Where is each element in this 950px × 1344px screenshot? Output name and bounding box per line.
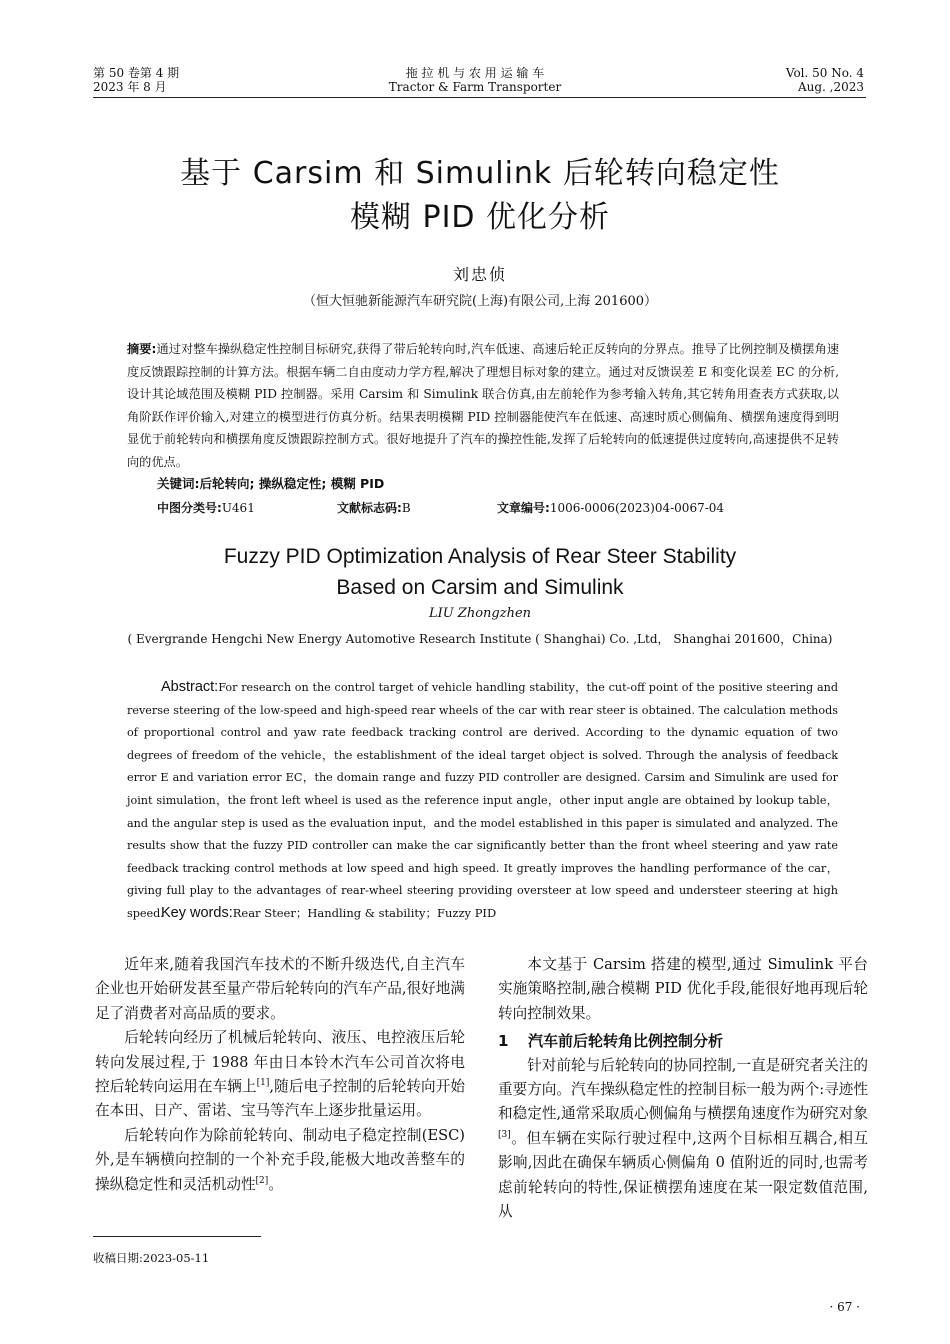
abstract-en-label: Abstract: [161,679,219,695]
title-cn [0,152,950,240]
author-cn: 刘忠侦 [452,265,507,284]
body-text: ,随后电子控制的后轮转向开始在本田、日产、雷诺、宝马等汽车上逐步批量运用。 [95,1078,465,1120]
author-en: LIU Zhongzhen [428,606,532,621]
body-paragraph: 近年来,随着我国汽车技术的不断升级迭代,自主汽车企业也开始研发甚至量产带后轮转向的汽车产品,很好地满足了消费者对高品质的要求。 [95,956,465,1022]
header-right [786,66,864,94]
citation-ref: [2] [255,1175,269,1186]
date-cn: 2023 年 8 月 [93,80,167,94]
body-paragraph [498,1054,868,1225]
doc-code-value: B [401,501,411,515]
section-number: 1 [498,1032,509,1051]
body-text: 后轮转向作为除前轮转向、制动电子稳定控制(ESC)外,是车辆横向控制的一个补充手段,能极大地改善整车的操纵稳定性和灵活机动性 [95,1126,465,1193]
citation-ref: [1] [256,1078,270,1089]
title-cn-line-2: 模糊 PID 优化分析 [349,200,611,235]
date-en: Aug. ,2023 [797,80,864,94]
keywords-cn-label: 关键词: [157,476,200,491]
abstract-en-text: For research on the control target of vehicle handling stability，the cut-off point of the positive steering and reverse steering of the low-speed and high-speed rear wheels of the car with rear steer is obtained. The calculation methods of proportional control and yaw rate feedback tracking control are derived. According to the dynamic equation of two degrees of freedom of the vehicle，the establishment of the ideal target object is solved. Through the analysis of feedback error E and variation error EC，the domain range and fuzzy PID controller are designed. Carsim and Simulink are used for joint simulation，the front left wheel is used as the reference input angle，other input angle are obtained by lookup table，and the angular step is used as the evaluation input，and the model established in this paper is simulated and analyzed. The results show that the fuzzy PID controller can make the car significantly better than the front wheel steering and yaw rate feedback tracking control methods at low speed and high speed. It greatly improves the handling performance of the car，giving full play to the advantages of rear-wheel steering providing oversteer at low speed and understeer steering at high speed. [127,681,838,920]
body-paragraph [95,1026,465,1124]
received-date-footnote: 收稿日期:2023-05-11 [93,1251,210,1265]
clc-label: 中图分类号: [157,501,222,515]
title-en [0,541,950,603]
body-text: 。但车辆在实际行驶过程中,这两个目标相互耦合,相互影响,因此在确保车辆质心侧偏角 0 值附近的同时,也需考虑前轮转向的特性,保证横摆角速度在某一限定数值范围,从 [498,1129,868,1221]
section-heading [498,1029,868,1053]
body-text: 。 [268,1175,283,1193]
doc-code-label: 文献标志码: [337,501,402,515]
article-number-value: 1006-0006(2023)04-0067-04 [549,501,725,515]
citation-ref: [3] [498,1129,511,1140]
document-code [337,499,411,516]
abstract-cn-text: 通过对整车操纵稳定性控制目标研究,获得了带后轮转向时,汽车低速、高速后轮正反转向的分界点。推导了比例控制及横摆角速度反馈跟踪控制的计算方法。根据车辆二自由度动力学方程,解决了理想目标对象的建立。通过对反馈误差 E 和变化误差 EC 的分析,设计其论域范围及模糊 PID 控制器。采用 Carsim 和 Simulink 联合仿真,由左前轮作为参考输入转角,其它转角用查表方式获取,以角阶跃作评价输入,对建立的模型进行仿真分析。结果表明模糊 PID 控制器能使汽车在低速、高速时质心侧偏角、横摆角速度得到明显优于前轮转向和横摆角度反馈跟踪控制方式。很好地提升了汽车的操控性能,发挥了后轮转向的低速提供过度转向,高速提供不足转向的优点。 [127,342,840,469]
volume-issue-cn: 第 50 卷第 4 期 [93,66,180,80]
article-number-label: 文章编号: [497,501,550,515]
body-paragraph: 本文基于 Carsim 搭建的模型,通过 Simulink 平台实施策略控制,融合模糊 PID 优化手段,能很好地再现后轮转向控制效果。 [498,956,868,1022]
keywords-en-text: Rear Steer；Handling & stability；Fuzzy PID [232,906,497,920]
body-column-left [95,953,465,1197]
keywords-cn-text: 后轮转向; 操纵稳定性; 模糊 PID [199,476,385,491]
clc-number [157,499,255,516]
journal-name-cn: 拖 拉 机 与 农 用 运 输 车 [405,66,545,80]
affiliation-cn: （恒大恒驰新能源汽车研究院(上海)有限公司,上海 201600） [302,294,658,309]
body-paragraph [95,1124,465,1197]
body-column-right [498,953,868,1224]
body-text: 后轮转向经历了机械后轮转向、液压、电控液压后轮转向发展过程,于 1988 年由日本铃木汽车公司首次将电控后轮转向运用在车辆上 [95,1029,465,1096]
body-text: 针对前轮与后轮转向的协同控制,一直是研究者关注的重要方向。汽车操纵稳定性的控制目标一般为两个:寻迹性和稳定性,通常采取质心侧偏角与横摆角速度作为研究对象 [498,1056,868,1123]
keywords-cn [157,474,384,492]
abstract-cn-label: 摘要: [127,342,157,356]
clc-value: U461 [221,501,255,515]
abstract-en [127,676,838,926]
article-number [497,499,724,516]
keywords-en-label: Key words: [161,905,233,921]
keywords-en [127,905,496,921]
footnote-rule [93,1236,261,1237]
title-cn-line-1: 基于 Carsim 和 Simulink 后轮转向稳定性 [180,156,780,191]
volume-issue-en: Vol. 50 No. 4 [785,66,864,80]
page-number: · 67 · [829,1300,860,1314]
title-en-line-2: Based on Carsim and Simulink [336,576,624,599]
title-en-line-1: Fuzzy PID Optimization Analysis of Rear Steer Stability [223,545,737,568]
abstract-cn [127,338,839,473]
journal-name-en: Tractor & Farm Transporter [388,80,562,94]
affiliation-en: ( Evergrande Hengchi New Energy Automotive Research Institute ( Shanghai) Co. ,Ltd， Shanghai 201600，China) [127,632,833,646]
section-title: 汽车前后轮转角比例控制分析 [528,1032,724,1051]
header-rule [93,97,866,98]
